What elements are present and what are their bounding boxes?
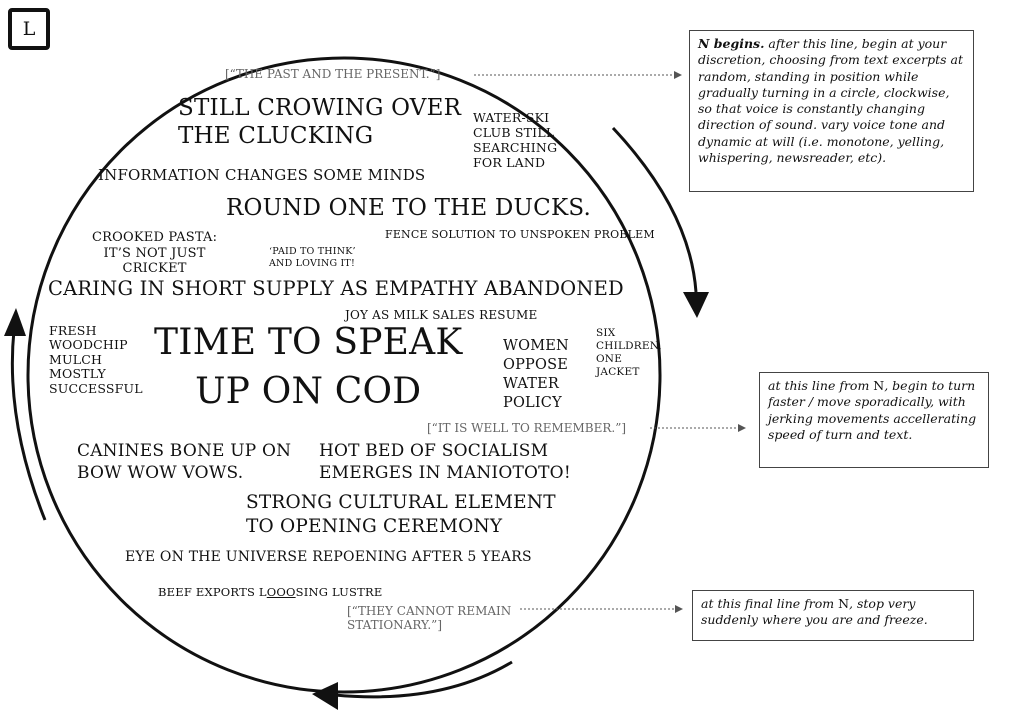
headline-water-ski-line2: CLUB STILL xyxy=(473,125,555,140)
letter-box xyxy=(8,8,50,50)
headline-time-line1: TIME TO SPEAK xyxy=(154,322,463,363)
headline-strong-line2: TO OPENING CEREMONY xyxy=(246,516,503,538)
headline-six-line4: JACKET xyxy=(596,366,640,379)
headline-women-line4: POLICY xyxy=(503,394,562,411)
headline-six-line1: SIX xyxy=(596,327,616,339)
instruction-note-freeze-text-b: , stop very suddenly where you are and freeze. xyxy=(701,596,928,628)
instruction-note-begin-heading: N begins. xyxy=(698,36,765,51)
headline-strong-cultural xyxy=(246,491,556,539)
headline-six-line3: ONE xyxy=(596,353,623,366)
arrow-bottom-head xyxy=(312,682,338,710)
headline-fence: FENCE SOLUTION TO UNSPOKEN PROBLEM xyxy=(385,228,655,241)
headline-still-crowing-line1: STILL CROWING OVER xyxy=(178,95,462,121)
instruction-note-faster-n: N xyxy=(873,378,885,393)
instruction-note-begin-text: after this line, begin at your discretion, choosing from text excerpts at random, standing in position while gradually turning in a circle, clockwise, so that voice is constantly changing direction of sound. vary voice tone and dynamic at will (i.e. monotone, yelling, whispering, newsreader, etc). xyxy=(698,36,964,165)
cue-cannot-remain-line1: [“THEY CANNOT REMAIN xyxy=(347,604,512,618)
instruction-note-faster xyxy=(759,372,989,468)
headline-women-line1: WOMEN xyxy=(503,338,569,354)
headline-still-crowing xyxy=(178,95,461,150)
headline-hot-bed xyxy=(319,440,571,484)
letter-label: L xyxy=(22,18,36,40)
headline-water-ski-line1: WATER-SKI xyxy=(473,110,550,125)
headline-women-line3: WATER xyxy=(503,375,560,392)
instruction-note-freeze-n: N xyxy=(838,596,850,611)
headline-caring: CARING IN SHORT SUPPLY AS EMPATHY ABANDONED xyxy=(48,277,624,300)
instruction-note-freeze-text-a: at this final line from xyxy=(701,596,839,611)
headline-canines-line2: BOW WOW VOWS. xyxy=(77,463,244,484)
headline-crooked-pasta xyxy=(92,230,217,277)
headline-fresh-line1: FRESH xyxy=(49,323,97,338)
headline-fresh-line4: MOSTLY xyxy=(49,366,106,382)
headline-eye-on-universe: EYE ON THE UNIVERSE REPOENING AFTER 5 YEARS xyxy=(125,549,532,565)
headline-women-oppose xyxy=(503,337,569,412)
headline-fresh-line2: WOODCHIP xyxy=(49,337,128,353)
headline-beef-exports xyxy=(158,586,382,599)
headline-time-line2: UP ON COD xyxy=(195,370,422,412)
arrow-top-right-head xyxy=(683,292,709,318)
headline-water-ski-line4: FOR LAND xyxy=(473,155,546,170)
headline-paid-to-think xyxy=(269,246,356,271)
headline-fresh-line3: MULCH xyxy=(49,351,103,367)
headline-beef-underlined: OOO xyxy=(266,585,296,599)
cue-past-present: [“THE PAST AND THE PRESENT.”] xyxy=(225,67,441,81)
headline-women-line2: OPPOSE xyxy=(503,356,569,373)
headline-beef-part1: BEEF EXPORTS L xyxy=(158,585,267,599)
headline-paid-line1: ‘PAID TO THINK’ xyxy=(269,246,356,257)
cue-cannot-remain xyxy=(347,604,511,633)
cue-cannot-remain-line2: STATIONARY.”] xyxy=(347,618,442,633)
headline-time-to-speak xyxy=(154,319,462,416)
headline-still-crowing-line2: THE CLUCKING xyxy=(178,122,374,149)
headline-beef-part3: SING LUSTRE xyxy=(295,585,383,599)
instruction-note-begin xyxy=(689,30,974,192)
headline-round-one: ROUND ONE TO THE DUCKS. xyxy=(226,195,591,221)
cue-well-remember: [“IT IS WELL TO REMEMBER.”] xyxy=(427,421,627,435)
headline-canines-line1: CANINES BONE UP ON xyxy=(77,441,292,461)
headline-joy: JOY AS MILK SALES RESUME xyxy=(345,308,538,322)
headline-information: INFORMATION CHANGES SOME MINDS xyxy=(98,166,426,184)
headline-canines xyxy=(77,440,291,484)
headline-fresh-woodchip xyxy=(49,324,143,396)
instruction-note-freeze xyxy=(692,590,974,641)
arrow-top-right xyxy=(613,128,696,292)
headline-hotbed-line2: EMERGES IN MANIOTOTO! xyxy=(319,463,571,484)
headline-fresh-line5: SUCCESSFUL xyxy=(49,380,143,396)
instruction-note-faster-text-a: at this line from xyxy=(768,378,874,393)
headline-crooked-line2: IT’S NOT JUST xyxy=(103,245,206,261)
headline-crooked-line1: CROOKED PASTA: xyxy=(92,230,218,245)
headline-strong-line1: STRONG CULTURAL ELEMENT xyxy=(246,492,556,513)
headline-six-children xyxy=(596,327,662,380)
arrow-left-head xyxy=(4,308,26,336)
headline-crooked-line3: CRICKET xyxy=(122,261,187,277)
headline-paid-line2: AND LOVING IT! xyxy=(269,258,355,270)
headline-water-ski xyxy=(473,110,557,170)
instruction-note-faster-text-b: , begin to turn faster / move sporadically, with jerking movements accellerating speed of turn and text. xyxy=(768,378,977,442)
headline-six-line2: CHILDREN, xyxy=(596,340,662,353)
headline-water-ski-line3: SEARCHING xyxy=(473,140,558,155)
headline-hotbed-line1: HOT BED OF SOCIALISM xyxy=(319,441,549,461)
